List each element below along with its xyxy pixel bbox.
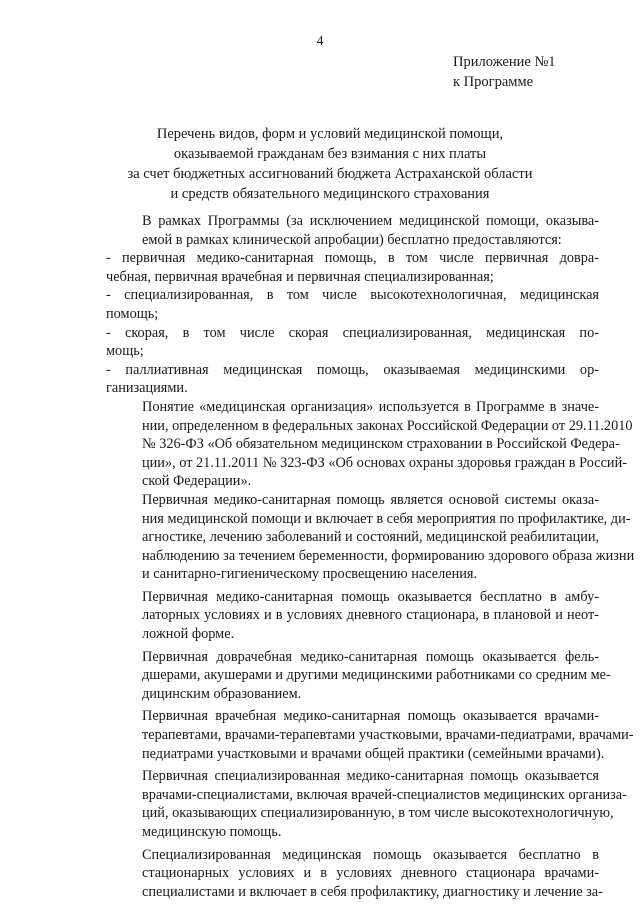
paragraph-line: наблюдению за течением беременности, формированию здорового образа жизни [142, 547, 635, 564]
paragraph-line: специалистами и включает в себя профилактику, диагностику и лечение за- [142, 883, 603, 900]
paragraph-line: нии, определенном в федеральных законах Российской Федерации от 29.11.2010 [142, 417, 633, 434]
paragraph-line: - скорая, в том числе скорая специализированная, медицинская по- [106, 324, 599, 341]
paragraph-line: Первичная доврачебная медико-санитарная помощь оказывается фель- [142, 648, 599, 665]
paragraph-line: Понятие «медицинская организация» используется в Программе в значе- [142, 398, 599, 415]
title-line: и средств обязательного медицинского страхования [170, 186, 490, 202]
paragraph-line: ций, оказывающих специализированную, в том числе высокотехнологичную, [142, 805, 614, 822]
document-title [100, 124, 560, 204]
paragraph-line: - специализированная, в том числе высокотехнологичная, медицинская [106, 287, 599, 304]
paragraph-line: терапевтами, врачами-терапевтами участковыми, врачами-педиатрами, врачами- [142, 727, 634, 744]
paragraph-line: помощь; [106, 305, 159, 322]
paragraph-line: стационарных условиях и в условиях дневного стационара врачами- [142, 865, 599, 882]
paragraph-line: ния медицинской помощи и включает в себя мероприятия по профилактике, ди- [142, 510, 631, 527]
paragraph-line: № 326-ФЗ «Об обязательном медицинском страховании в Российской Федера- [142, 436, 620, 453]
paragraph-line: мощь; [106, 343, 144, 360]
paragraph-line: чебная, первичная врачебная и первичная специализированная; [106, 268, 494, 285]
paragraph-line: В рамках Программы (за исключением медицинской помощи, оказыва- [142, 213, 599, 229]
appendix-line: Приложение №1 [453, 54, 556, 70]
title-line: за счет бюджетных ассигнований бюджета Астраханской области [127, 166, 533, 182]
paragraph-line: ложной форме. [142, 626, 235, 643]
paragraph-line: емой в рамках клинической апробации) бесплатно предоставляются: [142, 231, 562, 248]
title-line: Перечень видов, форм и условий медицинской помощи, [156, 126, 504, 142]
paragraph [106, 846, 603, 902]
document-body [106, 212, 635, 901]
paragraph [106, 767, 627, 841]
paragraph [106, 398, 633, 491]
paragraph-line: Первичная медико-санитарная помощь оказывается бесплатно в амбу- [142, 588, 599, 605]
paragraph [106, 212, 599, 249]
paragraph [106, 491, 635, 584]
paragraph-line: дшерами, акушерами и другими медицинскими работниками со средним ме- [142, 667, 611, 684]
paragraph-line: латорных условиях и в условиях дневного стационара, в плановой и неот- [142, 607, 599, 624]
paragraph-line: Специализированная медицинская помощь оказывается бесплатно в [142, 846, 599, 863]
paragraph [106, 324, 599, 361]
paragraph [106, 286, 599, 323]
paragraph-line: ганизациями. [106, 380, 188, 397]
paragraph-line: и санитарно-гигиеническому просвещению населения. [142, 566, 478, 583]
appendix-line: к Программе [453, 74, 534, 90]
page-number: 4 [316, 34, 324, 49]
paragraph-line: Первичная врачебная медико-санитарная помощь оказывается врачами- [142, 708, 599, 725]
paragraph-line: педиатрами участковыми и врачами общей практики (семейными врачами). [142, 745, 605, 762]
paragraph [106, 707, 634, 763]
title-line: оказываемой гражданам без взимания с них платы [173, 146, 487, 162]
paragraph [106, 361, 599, 398]
appendix-header [453, 52, 556, 92]
paragraph-line: Первичная специализированная медико-санитарная помощь оказывается [142, 768, 599, 785]
paragraph-line: - первичная медико-санитарная помощь, в том числе первичная довра- [106, 250, 599, 267]
paragraph-line: агностике, лечению заболеваний и состояний, медицинской реабилитации, [142, 529, 600, 546]
paragraph-line: ской Федерации». [142, 473, 252, 490]
paragraph-line: - паллиативная медицинская помощь, оказываемая медицинскими ор- [106, 361, 599, 378]
paragraph-line: врачами-специалистами, включая врачей-специалистов медицинских организа- [142, 786, 627, 803]
paragraph-line: Первичная медико-санитарная помощь является основой системы оказа- [142, 491, 599, 508]
paragraph-line: дицинским образованием. [142, 685, 302, 702]
paragraph [106, 588, 599, 644]
paragraph-line: медицинскую помощь. [142, 824, 282, 840]
paragraph [106, 249, 599, 286]
paragraph-line: ции», от 21.11.2011 № 323-ФЗ «Об основах охраны здоровья граждан в Россий- [142, 454, 627, 471]
paragraph [106, 648, 611, 704]
